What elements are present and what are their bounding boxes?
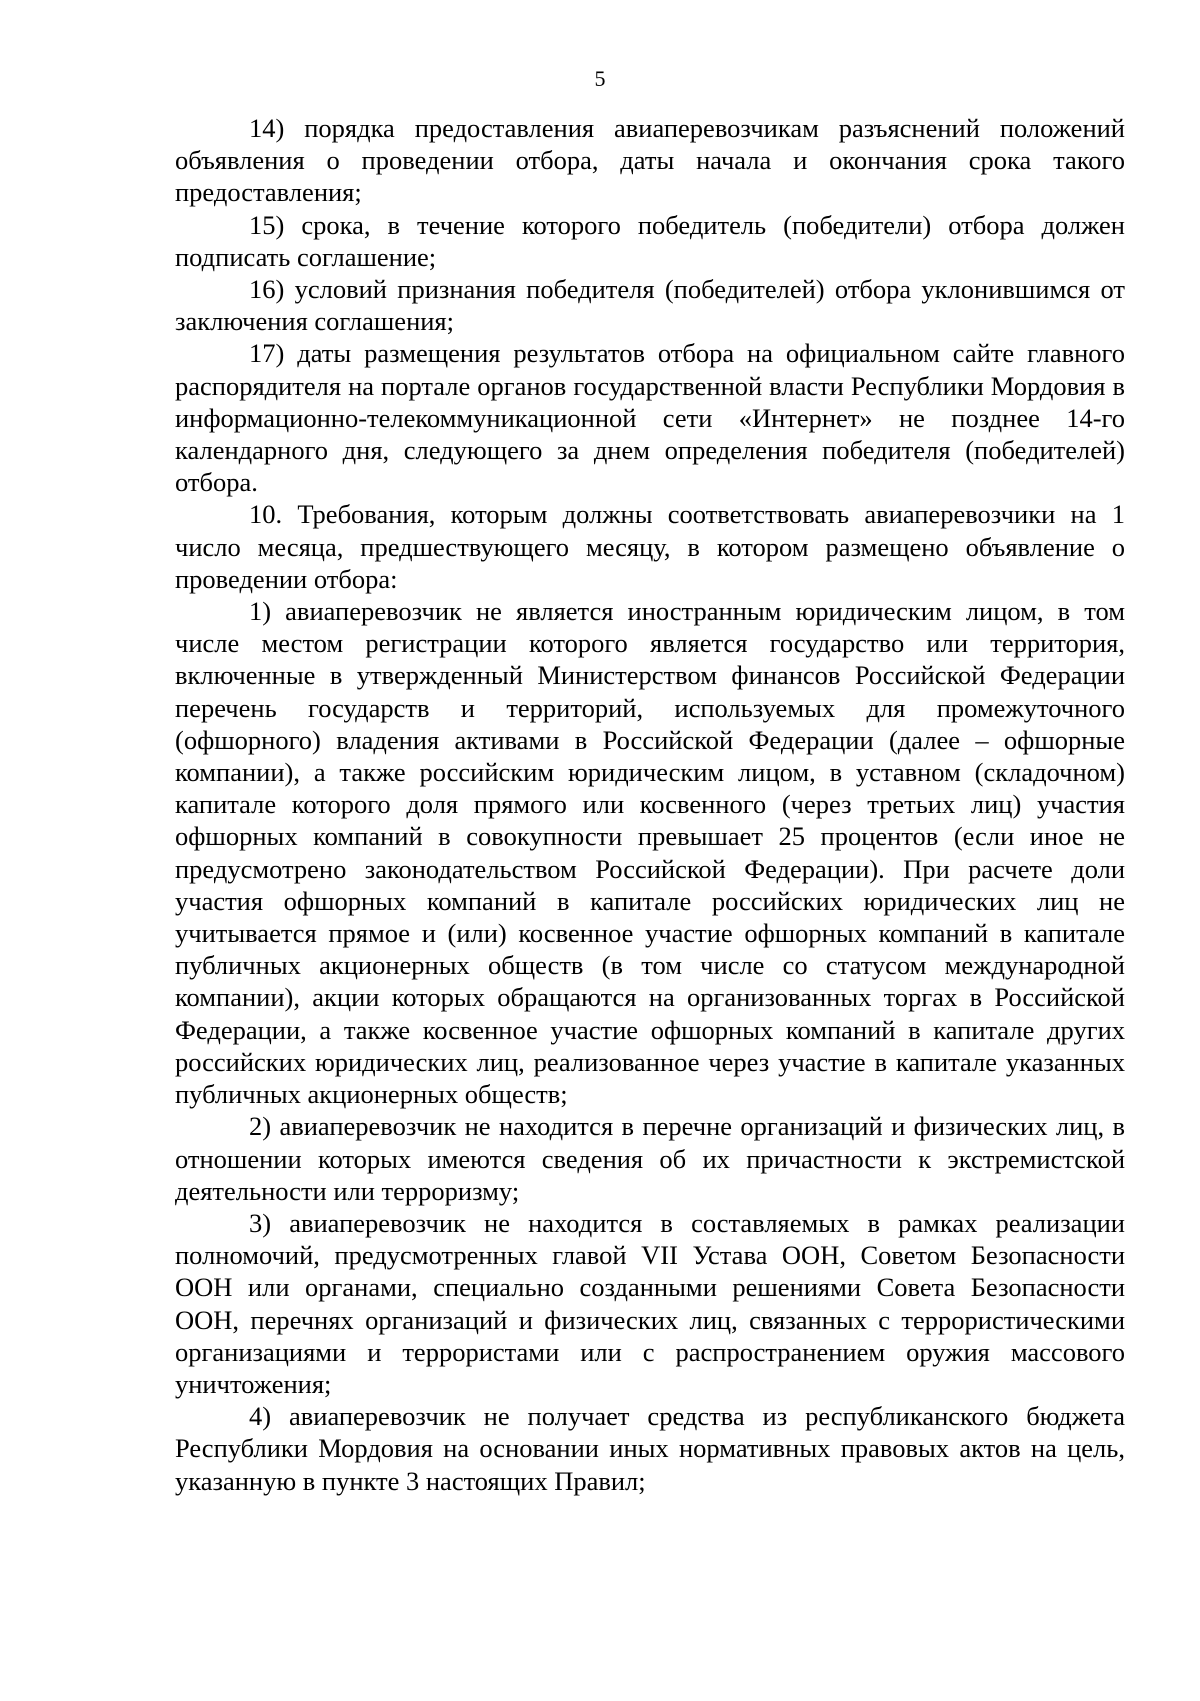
paragraph-item-15: 15) срока, в течение которого победитель (победители) отбора должен подписать соглашение; [175,209,1125,272]
paragraph-requirement-4: 4) авиаперевозчик не получает средства из республиканского бюджета Республики Мордовия на основании иных нормативных правовых актов на цель, указанную в пункте 3 настоящих Правил; [175,1401,1125,1496]
paragraph-requirement-1: 1) авиаперевозчик не является иностранным юридическим лицом, в том числе местом регистрации которого является государство или территория, включенные в утвержденный Министерством финансов Российской Федерации перечень государств и территорий, используемых для промежуточного (офшорного) владения активами в Российской Федерации (далее – офшорные компании), а также российским юридическим лицом, в уставном (складочном) капитале которого доля прямого или косвенного (через третьих лиц) участия офшорных компаний в совокупности превышает 25 процентов (если иное не предусмотрено законодательством Российской Федерации). При расчете доли участия офшорных компаний в капитале российских юридических лиц не учитывается прямое и (или) косвенное участие офшорных компаний в капитале публичных акционерных обществ (в том числе со статусом международной компании), акции которых обращаются на организованных торгах в Российской Федерации, а также косвенное участие офшорных компаний в капитале других российских юридических лиц, реализованное через участие в капитале указанных публичных акционерных обществ; [175,596,1125,1110]
paragraph-item-14: 14) порядка предоставления авиаперевозчикам разъяснений положений объявления о проведении отбора, даты начала и окончания срока такого предоставления; [175,113,1125,208]
document-body [175,112,1125,1497]
paragraph-requirement-2: 2) авиаперевозчик не находится в перечне организаций и физических лиц, в отношении которых имеются сведения об их причастности к экстремистской деятельности или терроризму; [175,1111,1125,1206]
paragraph-item-17: 17) даты размещения результатов отбора на официальном сайте главного распорядителя на портале органов государственной власти Республики Мордовия в информационно-телекоммуникационной сети «Интернет» не позднее 14-го календарного дня, следующего за днем определения победителя (победителей) отбора. [175,338,1125,498]
paragraph-section-10: 10. Требования, которым должны соответствовать авиаперевозчики на 1 число месяца, предшествующего месяцу, в котором размещено объявление о проведении отбора: [175,499,1125,594]
paragraph-requirement-3: 3) авиаперевозчик не находится в составляемых в рамках реализации полномочий, предусмотренных главой VII Устава ООН, Советом Безопасности ООН или органами, специально созданными решениями Совета Безопасности ООН, перечнях организаций и физических лиц, связанных с террористическими организациями и террористами или с распространением оружия массового уничтожения; [175,1207,1125,1399]
page-number: 5 [594,66,606,91]
paragraph-item-16: 16) условий признания победителя (победителей) отбора уклонившимся от заключения соглашения; [175,274,1125,337]
